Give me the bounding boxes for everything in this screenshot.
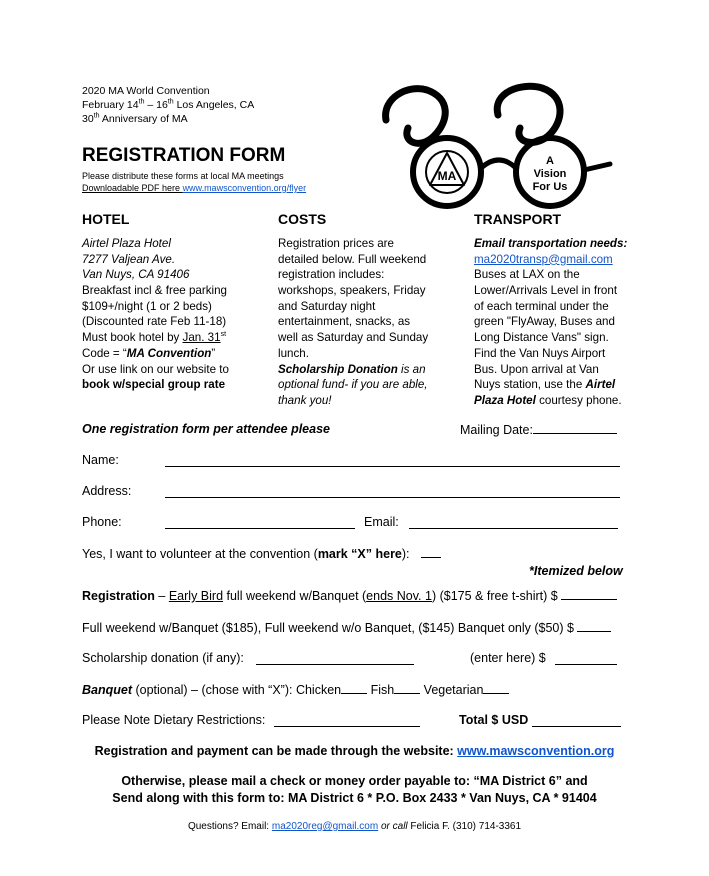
costs-heading: COSTS xyxy=(278,211,327,227)
transport-line: Nuys station, use the Airtel xyxy=(474,378,616,392)
pdf-download-line: Downloadable PDF here www.mawsconvention.org/flyer xyxy=(82,183,307,193)
costs-line: workshops, speakers, Friday xyxy=(278,284,426,298)
costs-line: thank you! xyxy=(278,393,332,407)
hotel-discount: (Discounted rate Feb 11-18) xyxy=(82,315,227,329)
transport-line: Plaza Hotel courtesy phone. xyxy=(474,393,622,407)
scholarship-amount-field[interactable] xyxy=(555,653,617,665)
early-bird-amount-field[interactable] xyxy=(561,588,617,600)
distribute-note: Please distribute these forms at local MA meetings xyxy=(82,171,284,181)
itemized-note: *Itemized below xyxy=(529,564,623,578)
scholarship-note: Scholarship Donation is an xyxy=(278,362,426,376)
logo-word-a: A xyxy=(546,155,554,167)
costs-line: and Saturday night xyxy=(278,299,376,313)
scholarship-label: Scholarship donation (if any): xyxy=(82,651,244,665)
hotel-code: Code = “MA Convention” xyxy=(82,346,216,360)
address-field[interactable] xyxy=(165,486,620,498)
pdf-link[interactable]: www.mawsconvention.org/flyer xyxy=(182,183,307,193)
costs-line: well as Saturday and Sunday xyxy=(278,331,429,345)
mailing-date-blank[interactable] xyxy=(533,422,617,434)
transport-line: green "FlyAway, Buses and xyxy=(474,315,615,329)
mail-instructions-2: Send along with this form to: MA District 6 * P.O. Box 2433 * Van Nuys, CA * 91404 xyxy=(112,791,597,805)
costs-line: Registration prices are xyxy=(278,237,394,250)
transport-email-label: Email transportation needs: xyxy=(474,237,628,250)
transport-line: Long Distance Vans" sign. xyxy=(474,331,609,345)
full-weekend-line: Full weekend w/Banquet ($185), Full weekend w/o Banquet, ($145) Banquet only ($50) $ xyxy=(82,620,611,635)
costs-line: detailed below. Full weekend xyxy=(278,252,427,266)
hotel-deadline: Must book hotel by Jan. 31st xyxy=(82,331,227,345)
hotel-street: 7277 Valjean Ave. xyxy=(82,252,176,266)
costs-line: registration includes: xyxy=(278,268,385,282)
vegetarian-blank[interactable] xyxy=(483,682,509,694)
name-field[interactable] xyxy=(165,455,620,467)
transport-details xyxy=(474,236,627,409)
email-label: Email: xyxy=(364,515,399,529)
volunteer-line: Yes, I want to volunteer at the convention (mark “X” here): xyxy=(82,546,441,561)
event-title-line: 2020 MA World Convention xyxy=(82,85,210,97)
website-payment-line: Registration and payment can be made through the website: www.mawsconvention.org xyxy=(94,744,615,758)
name-label: Name: xyxy=(82,453,119,467)
total-field[interactable] xyxy=(532,715,621,727)
questions-line: Questions? Email: ma2020reg@gmail.com or call Felicia F. (310) 714-3361 xyxy=(187,821,522,832)
costs-line: entertainment, snacks, as xyxy=(278,315,411,329)
page-title: REGISTRATION FORM xyxy=(82,145,286,166)
email-field[interactable] xyxy=(409,517,618,529)
phone-field[interactable] xyxy=(165,517,355,529)
dietary-label: Please Note Dietary Restrictions: xyxy=(82,713,266,727)
address-label: Address: xyxy=(82,484,132,498)
transport-email-link[interactable]: ma2020transp@gmail.com xyxy=(474,252,613,266)
one-form-note: One registration form per attendee please xyxy=(82,422,330,436)
mailing-date-field[interactable]: Mailing Date: xyxy=(460,422,617,437)
chicken-blank[interactable] xyxy=(341,682,367,694)
banquet-choice-line: Banquet (optional) – (chose with “X”): Chicken Fish Vegetarian xyxy=(82,682,509,697)
scholarship-field[interactable] xyxy=(256,653,414,665)
enter-here-label: (enter here) $ xyxy=(470,651,546,665)
transport-line: of each terminal under the xyxy=(474,299,609,313)
anniversary-line: 30th Anniversary of MA xyxy=(82,112,188,125)
website-link[interactable]: www.mawsconvention.org xyxy=(457,744,615,758)
vision-glasses-logo xyxy=(372,80,617,210)
questions-email-link[interactable]: ma2020reg@gmail.com xyxy=(271,821,379,832)
phone-label: Phone: xyxy=(82,515,122,529)
transport-line: Find the Van Nuys Airport xyxy=(474,346,606,360)
transport-line: Buses at LAX on the xyxy=(474,268,580,282)
mail-instructions-1: Otherwise, please mail a check or money order payable to: “MA District 6” and xyxy=(121,774,588,788)
early-bird-registration-line: Registration – Early Bird full weekend w/Banquet (ends Nov. 1) ($175 & free t-shirt) $ xyxy=(82,588,617,603)
full-weekend-amount-field[interactable] xyxy=(577,620,611,632)
hotel-link-note: Or use link on our website to xyxy=(82,362,229,376)
hotel-breakfast: Breakfast incl & free parking xyxy=(82,284,227,298)
transport-heading: TRANSPORT xyxy=(474,211,562,227)
transport-line: Lower/Arrivals Level in front xyxy=(474,284,618,298)
costs-details xyxy=(278,236,428,409)
ma-emblem-text: MA xyxy=(437,169,457,183)
logo-word-vision: Vision xyxy=(533,168,567,180)
transport-line: Bus. Upon arrival at Van xyxy=(474,362,599,376)
volunteer-checkbox-blank[interactable] xyxy=(421,546,441,558)
hotel-rate: $109+/night (1 or 2 beds) xyxy=(82,299,212,313)
total-label: Total $ USD xyxy=(459,713,529,727)
costs-line: lunch. xyxy=(278,346,309,360)
fish-blank[interactable] xyxy=(394,682,420,694)
logo-word-forus: For Us xyxy=(532,181,568,193)
hotel-heading: HOTEL xyxy=(82,211,130,227)
hotel-details xyxy=(82,236,229,393)
costs-line: optional fund- if you are able, xyxy=(278,378,428,392)
hotel-group-rate: book w/special group rate xyxy=(82,378,226,392)
dietary-field[interactable] xyxy=(274,715,420,727)
hotel-city: Van Nuys, CA 91406 xyxy=(82,268,190,282)
hotel-name: Airtel Plaza Hotel xyxy=(82,237,171,250)
event-dates-line: February 14th – 16th Los Angeles, CA xyxy=(82,98,255,111)
